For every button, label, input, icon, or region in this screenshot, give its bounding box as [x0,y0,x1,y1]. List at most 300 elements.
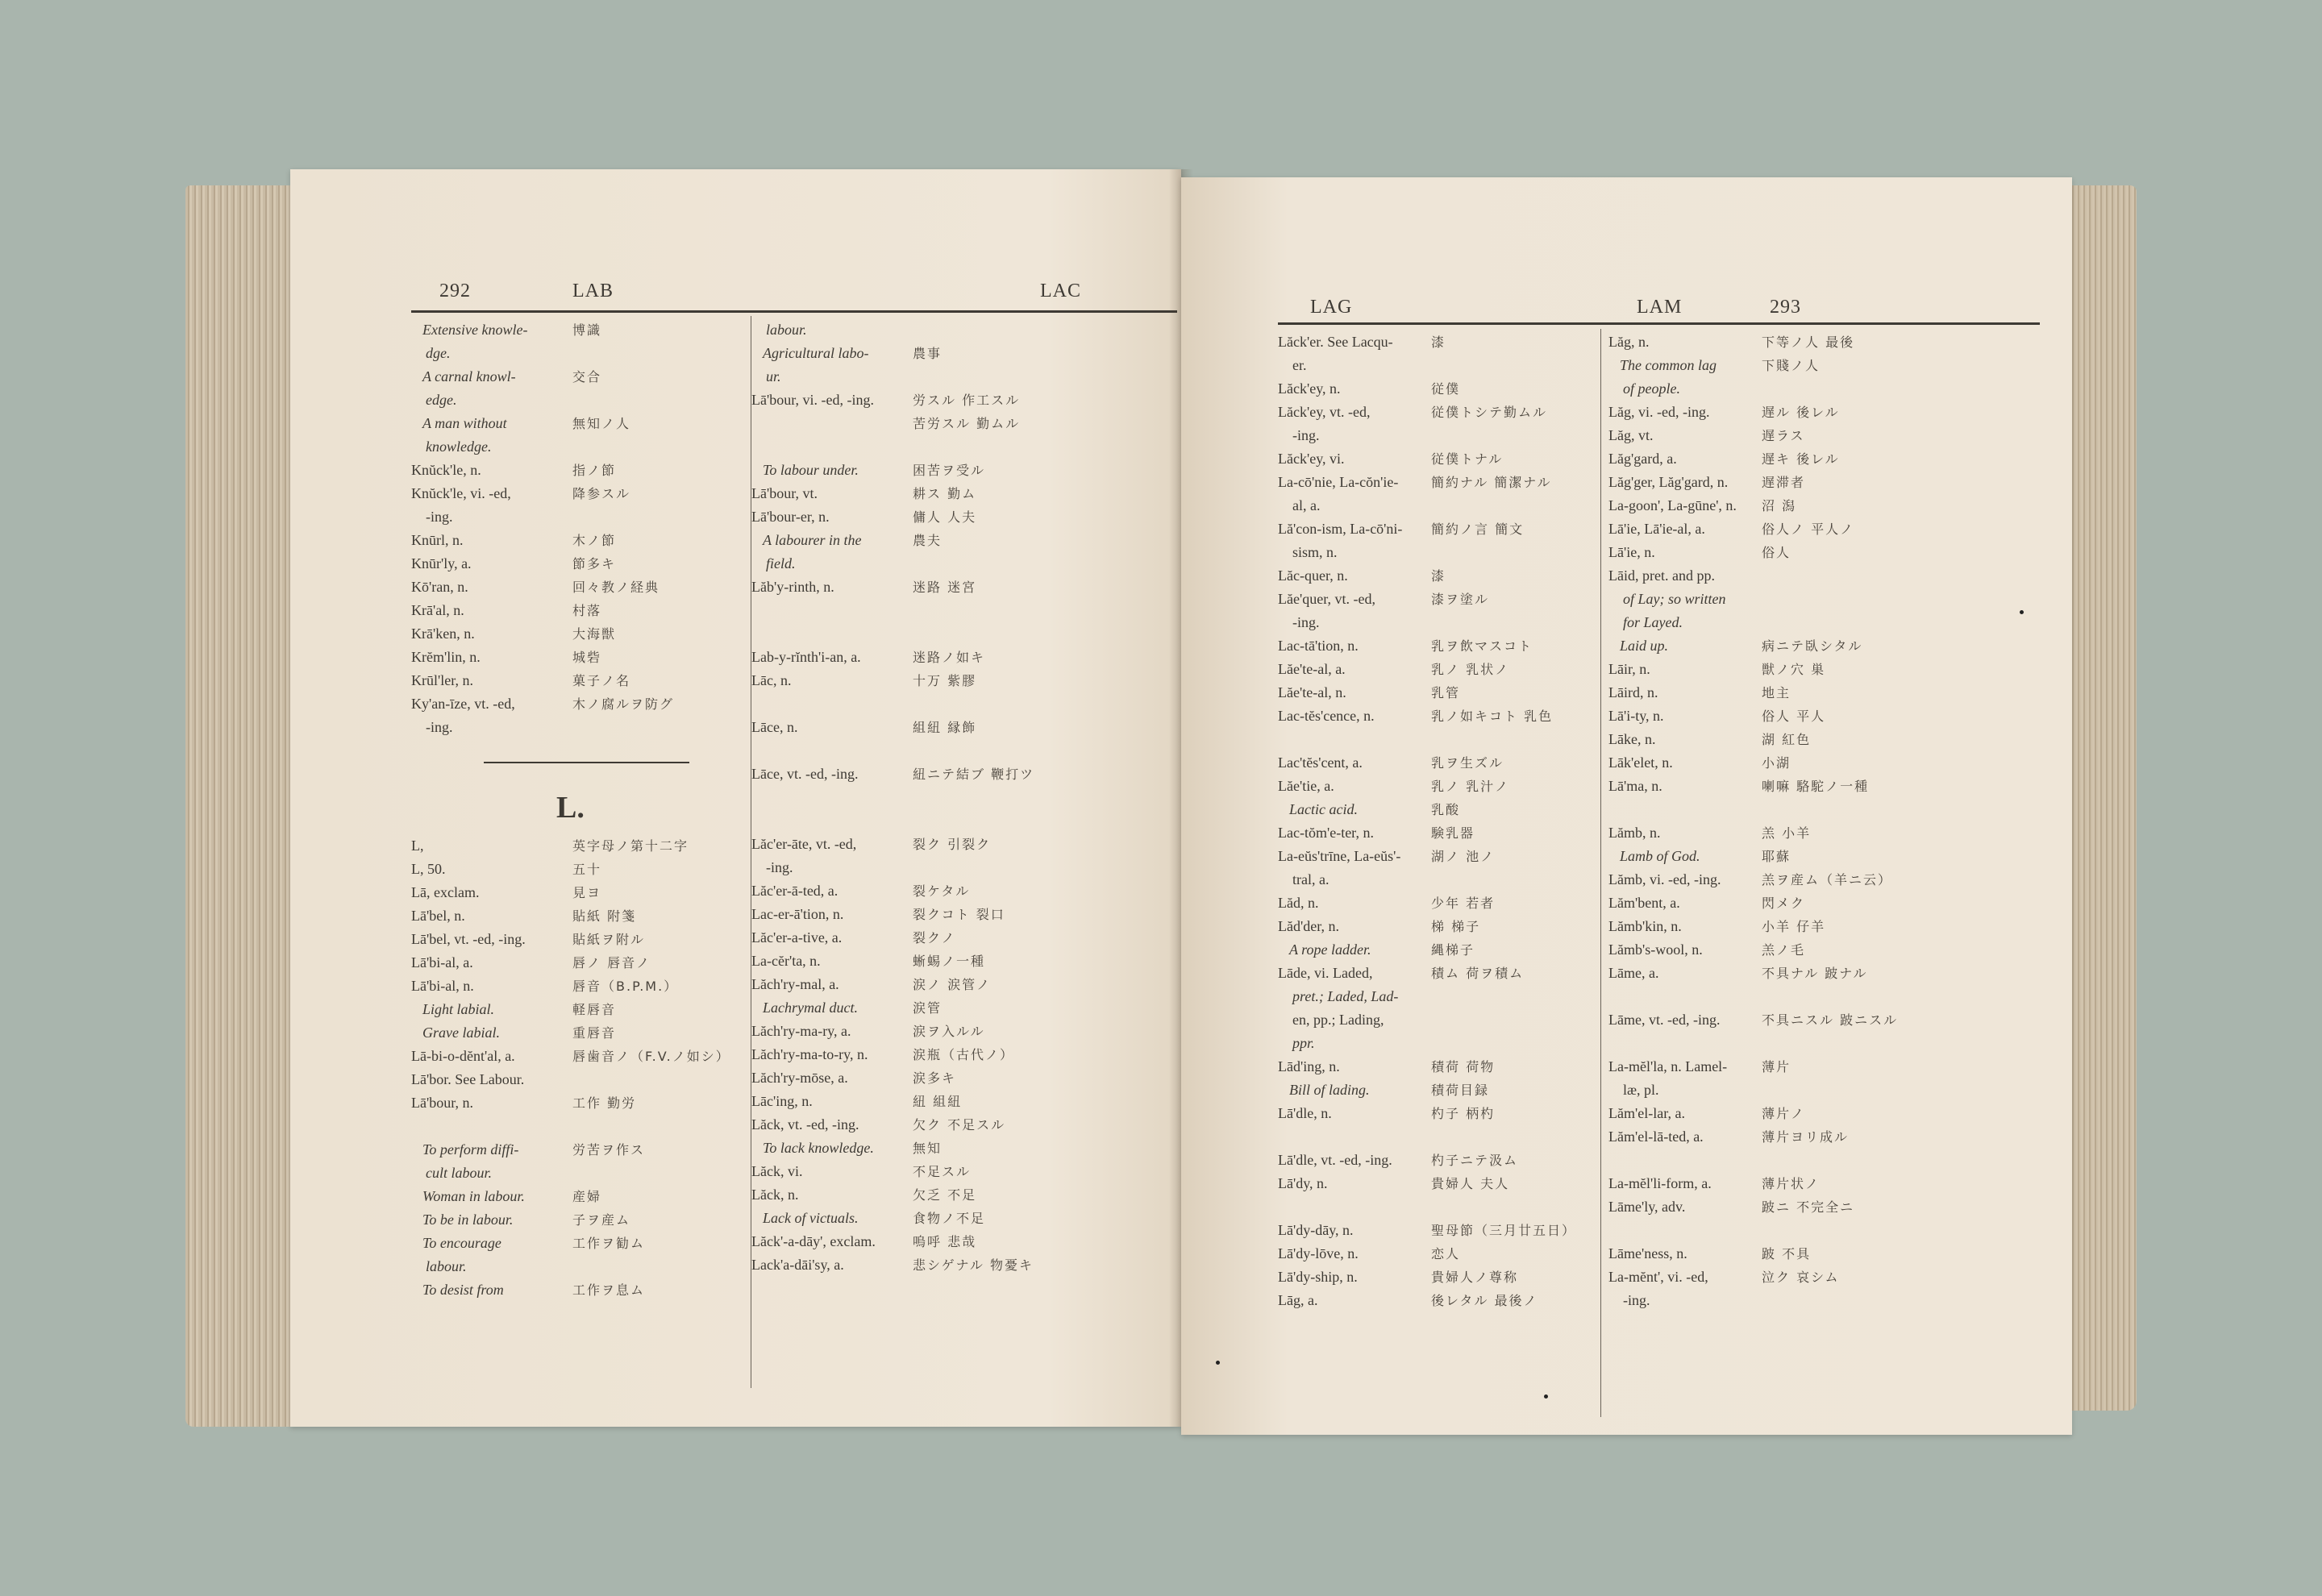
dictionary-entry [1278,1289,1596,1312]
dictionary-entry [751,342,1171,365]
entry-japanese-gloss: 後レタル 最後ノ [1431,1293,1538,1308]
entry-headword: Lă'con-ism, La-cō'ni- [1278,521,1403,537]
dictionary-entry [751,763,1171,786]
entry-headword: Lactic acid. [1289,801,1358,817]
entry-japanese-gloss: 涙ヲ入ルル [913,1024,985,1039]
dictionary-entry [411,505,742,529]
dictionary-entry [1608,938,2044,962]
entry-headword: Lămb, n. [1608,825,1661,841]
dictionary-entry [1608,1219,2044,1242]
dictionary-entry [411,1115,742,1138]
entry-headword: Lā'bour, vt. [751,485,818,501]
entry-headword: Lăg, vi. -ed, -ing. [1608,404,1710,420]
dictionary-entry [751,646,1171,669]
dictionary-entry [1278,821,1596,845]
entry-headword: Woman in labour. [422,1188,525,1204]
dictionary-entry [411,1045,742,1068]
entry-headword: Lāid, pret. and pp. [1608,567,1715,584]
dictionary-entry [1278,1219,1596,1242]
entry-headword: Lăm'bent, a. [1608,895,1680,911]
left-page-header [439,281,1165,308]
dictionary-entry [1608,1102,2044,1125]
entry-japanese-gloss: 紐 組紐 [913,1094,963,1109]
entry-japanese-gloss: 木ノ節 [572,533,617,548]
entry-headword: Lāc, n. [751,672,792,688]
dictionary-entry [411,576,742,599]
dictionary-entry [411,975,742,998]
dictionary-entry [1278,681,1596,704]
entry-headword: Knŭck'le, n. [411,462,481,478]
entry-japanese-gloss: 薄片 [1762,1059,1791,1074]
entry-headword: Lac-er-ā'tion, n. [751,906,844,922]
entry-japanese-gloss: 唇音（B.P.M.） [572,979,679,994]
dictionary-entry [751,1020,1171,1043]
entry-headword: Lămb, vi. -ed, -ing. [1608,871,1721,887]
entry-headword: Lăm'el-lā-ted, a. [1608,1128,1704,1145]
dictionary-entry [751,389,1171,412]
dictionary-entry [1608,985,2044,1008]
dictionary-entry [1278,424,1596,447]
entry-headword: Lā'bour, n. [411,1095,474,1111]
entry-headword: labour. [766,322,807,338]
entry-headword: en, pp.; Lading, [1292,1012,1384,1028]
left-column-2 [751,318,1171,1277]
entry-japanese-gloss: 博識 [572,322,602,338]
dictionary-entry [751,926,1171,950]
dictionary-entry [1278,1242,1596,1266]
entry-headword: Lăc-quer, n. [1278,567,1348,584]
entry-headword: ppr. [1292,1035,1315,1051]
dictionary-entry [411,1068,742,1091]
entry-headword: ur. [766,368,781,384]
entry-headword: -ing. [1292,614,1320,630]
dictionary-entry [751,1137,1171,1160]
entry-headword: Lād'ing, n. [1278,1058,1340,1074]
entry-headword: Lăck'-a-dāy', exclam. [751,1233,876,1249]
entry-headword: La-mĕnt', vi. -ed, [1608,1269,1708,1285]
entry-headword: To be in labour. [422,1212,514,1228]
entry-headword: Lăe'te-al, a. [1278,661,1346,677]
entry-japanese-gloss: 唇ノ 唇音ノ [572,955,651,970]
entry-japanese-gloss: 組紐 縁飾 [913,720,977,735]
dictionary-entry [1608,1032,2044,1055]
dictionary-entry [1608,798,2044,821]
entry-headword: knowledge. [426,438,492,455]
dictionary-entry [1608,915,2044,938]
entry-japanese-gloss: 貼紙 附箋 [572,908,637,924]
entry-japanese-gloss: 裂クコト 裂口 [913,907,1005,922]
dictionary-entry [751,809,1171,833]
entry-headword: Lā'dy-ship, n. [1278,1269,1358,1285]
entry-headword: Lăck, vi. [751,1163,803,1179]
dictionary-entry [411,669,742,692]
dictionary-entry [751,716,1171,739]
entry-japanese-gloss: 悲シゲナル 物憂キ [913,1257,1034,1273]
entry-headword: Lāce, n. [751,719,798,735]
dictionary-entry [1608,1079,2044,1102]
entry-headword: Lā'dle, n. [1278,1105,1332,1121]
entry-headword: Lā'bor. See Labour. [411,1071,525,1087]
dictionary-entry [1278,1102,1596,1125]
entry-headword: læ, pl. [1623,1082,1659,1098]
entry-japanese-gloss: 乳ノ 乳汁ノ [1431,779,1510,794]
dictionary-entry [411,904,742,928]
entry-headword: Lac-tā'tion, n. [1278,638,1359,654]
dictionary-entry [1278,962,1596,985]
entry-headword: of people. [1623,380,1680,397]
dictionary-entry [1608,517,2044,541]
dictionary-entry [411,1278,742,1302]
left-column-1 [411,318,742,739]
dictionary-entry [411,881,742,904]
entry-headword: Lā'bi-al, n. [411,978,474,994]
dictionary-entry [1608,447,2044,471]
entry-japanese-gloss: 積荷 荷物 [1431,1059,1496,1074]
entry-japanese-gloss: 杓子ニテ汲ム [1431,1153,1519,1168]
entry-headword: Lā'dy, n. [1278,1175,1328,1191]
right-column-2 [1608,330,2044,1312]
entry-japanese-gloss: 湖 紅色 [1762,732,1812,747]
entry-japanese-gloss: 子ヲ産ム [572,1212,631,1228]
dictionary-entry [1278,634,1596,658]
entry-headword: Knŭck'le, vi. -ed, [411,485,511,501]
dictionary-entry [411,389,742,412]
dictionary-entry [411,318,742,342]
entry-japanese-gloss: 簡約ナル 簡潔ナル [1431,475,1552,490]
entry-headword: Lăch'ry-mal, a. [751,976,839,992]
entry-headword: tral, a. [1292,871,1330,887]
entry-japanese-gloss: 涙管 [913,1000,943,1016]
entry-japanese-gloss: 跛ニ 不完全ニ [1762,1199,1855,1215]
entry-headword: Agricultural labo- [763,345,869,361]
entry-headword: Lăck'er. See Lacqu- [1278,334,1393,350]
dictionary-entry [411,1021,742,1045]
entry-headword: -ing. [1292,427,1320,443]
dictionary-entry [1608,354,2044,377]
dictionary-entry [751,1230,1171,1253]
dictionary-entry [1608,845,2044,868]
dictionary-entry [1608,681,2044,704]
entry-headword: Lăck'ey, vi. [1278,451,1345,467]
dictionary-entry [1608,1289,2044,1312]
entry-headword: er. [1292,357,1307,373]
entry-japanese-gloss: 下賤ノ人 [1762,358,1821,373]
book-left-page-edges [185,185,298,1427]
dictionary-entry [411,1208,742,1232]
dictionary-entry [411,365,742,389]
dictionary-entry [1608,494,2044,517]
dictionary-entry [751,856,1171,879]
entry-japanese-gloss: 唇歯音ノ（F.V.ノ如シ） [572,1049,730,1064]
entry-japanese-gloss: 薄片ノ [1762,1106,1806,1121]
dictionary-entry [751,552,1171,576]
entry-japanese-gloss: 従僕トシテ勤ムル [1431,405,1548,420]
entry-japanese-gloss: 下等ノ人 最後 [1762,335,1855,350]
entry-headword: Lā'ma, n. [1608,778,1662,794]
entry-headword: Lāird, n. [1608,684,1658,700]
entry-japanese-gloss: 泣ク 哀シム [1762,1270,1840,1285]
dictionary-entry [411,1091,742,1115]
entry-headword: Light labial. [422,1001,495,1017]
entry-headword: To desist from [422,1282,504,1298]
dictionary-entry [751,950,1171,973]
dictionary-entry [1278,330,1596,354]
entry-headword: Krūl'ler, n. [411,672,474,688]
dictionary-entry [1278,915,1596,938]
dictionary-entry [1278,1172,1596,1195]
entry-headword: dge. [426,345,451,361]
section-separator [484,762,689,763]
entry-japanese-gloss: 乳ヲ生ズル [1431,755,1504,771]
entry-japanese-gloss: 十万 紫膠 [913,673,977,688]
entry-headword: Lā'i-ty, n. [1608,708,1664,724]
entry-headword: Lā'ie, n. [1608,544,1655,560]
dictionary-entry [411,928,742,951]
dictionary-entry [1278,845,1596,868]
entry-headword: al, a. [1292,497,1321,513]
dictionary-entry [751,482,1171,505]
right-column-1 [1278,330,1596,1312]
dictionary-entry [411,1138,742,1162]
dictionary-entry [1608,634,2044,658]
dictionary-entry [1278,564,1596,588]
dictionary-entry [751,669,1171,692]
entry-headword: Lab-y-rĭnth'i-an, a. [751,649,861,665]
entry-japanese-gloss: 降参スル [572,486,631,501]
entry-japanese-gloss: 薄片状ノ [1762,1176,1821,1191]
dictionary-entry [411,646,742,669]
entry-japanese-gloss: 涙多キ [913,1070,957,1086]
entry-japanese-gloss: 欠ク 不足スル [913,1117,1006,1133]
entry-japanese-gloss: 農夫 [913,533,943,548]
entry-japanese-gloss: 英字母ノ第十二字 [572,838,689,854]
dictionary-entry [1608,330,2044,354]
dictionary-entry [751,739,1171,763]
entry-japanese-gloss: 無知ノ人 [572,416,631,431]
dictionary-entry [1278,775,1596,798]
entry-japanese-gloss: 涙ノ 涙管ノ [913,977,992,992]
dictionary-entry [1608,1055,2044,1079]
entry-japanese-gloss: 閃メク [1762,896,1806,911]
entry-japanese-gloss: 裂クノ [913,930,956,946]
entry-headword: L, 50. [411,861,446,877]
entry-japanese-gloss: 験乳器 [1431,825,1475,841]
entry-headword: L, [411,837,424,854]
left-column-1-section-l [411,834,742,1302]
dictionary-entry [751,786,1171,809]
entry-headword: Lăg, vt. [1608,427,1654,443]
entry-japanese-gloss: 大海獣 [572,626,617,642]
entry-japanese-gloss: 漆 [1431,335,1446,350]
dictionary-entry [1278,377,1596,401]
dictionary-entry [411,599,742,622]
entry-headword: Lāir, n. [1608,661,1650,677]
entry-japanese-gloss: 乳酸 [1431,802,1461,817]
entry-japanese-gloss: 嗚呼 悲哉 [913,1234,977,1249]
entry-headword: Bill of lading. [1289,1082,1370,1098]
entry-japanese-gloss: 喇嘛 駱駝ノ一種 [1762,779,1870,794]
dictionary-entry [751,459,1171,482]
dictionary-entry [751,1207,1171,1230]
entry-headword: La-goon', La-gūne', n. [1608,497,1737,513]
entry-japanese-gloss: 地主 [1762,685,1791,700]
entry-headword: -ing. [1623,1292,1650,1308]
entry-japanese-gloss: 跛 不具 [1762,1246,1812,1261]
dictionary-entry [751,903,1171,926]
entry-japanese-gloss: 貼紙ヲ附ル [572,932,646,947]
entry-headword: Lā'bel, n. [411,908,465,924]
ink-speck [1216,1361,1220,1365]
dictionary-entry [751,505,1171,529]
entry-headword: Lā'dy-lōve, n. [1278,1245,1359,1261]
entry-japanese-gloss: 欠乏 不足 [913,1187,977,1203]
entry-japanese-gloss: 簡約ノ言 簡文 [1431,522,1525,537]
entry-headword: Lā'dy-dāy, n. [1278,1222,1354,1238]
dictionary-entry [751,996,1171,1020]
entry-headword: Lāme'ness, n. [1608,1245,1687,1261]
dictionary-entry [751,879,1171,903]
entry-headword: Ky'an-īze, vt. -ed, [411,696,515,712]
dictionary-entry [1278,1125,1596,1149]
dictionary-entry [1608,588,2044,611]
entry-headword: La-mĕl'la, n. Lamel- [1608,1058,1728,1074]
entry-japanese-gloss: 俗人 平人 [1762,709,1826,724]
entry-headword: Lăc'er-ā-ted, a. [751,883,838,899]
entry-headword: Lăck'ey, vt. -ed, [1278,404,1371,420]
entry-headword: Lāke, n. [1608,731,1656,747]
entry-japanese-gloss: 迷路 迷宮 [913,580,977,595]
dictionary-entry [1278,354,1596,377]
dictionary-entry [411,342,742,365]
entry-headword: Lăe'quer, vt. -ed, [1278,591,1375,607]
entry-headword: Lăch'ry-ma-to-ry, n. [751,1046,868,1062]
dictionary-entry [1278,938,1596,962]
dictionary-entry [751,1160,1171,1183]
dictionary-entry [1608,1125,2044,1149]
dictionary-entry [1278,611,1596,634]
entry-japanese-gloss: 交合 [572,369,602,384]
entry-headword: Lăd'der, n. [1278,918,1339,934]
dictionary-entry [751,973,1171,996]
dictionary-entry [751,365,1171,389]
dictionary-entry [1278,728,1596,751]
entry-japanese-gloss: 重唇音 [572,1025,617,1041]
entry-headword: To lack knowledge. [763,1140,874,1156]
right-page-header [1310,297,2036,324]
entry-headword: pret.; Laded, Lad- [1292,988,1399,1004]
dictionary-entry [1608,1008,2044,1032]
entry-japanese-gloss: 遅ル 後レル [1762,405,1840,420]
entry-headword: Lămb's-wool, n. [1608,941,1703,958]
entry-japanese-gloss: 迷路ノ如キ [913,650,986,665]
entry-headword: -ing. [426,509,453,525]
entry-headword: edge. [426,392,457,408]
dictionary-entry [1608,1266,2044,1289]
entry-headword: of Lay; so written [1623,591,1726,607]
entry-headword: A labourer in the [763,532,862,548]
guide-word-left: LAG [1310,297,1353,318]
entry-japanese-gloss: 菓子ノ名 [572,673,631,688]
entry-headword: Lăc'er-a-tive, a. [751,929,843,946]
entry-headword: -ing. [766,859,793,875]
entry-headword: Krā'al, n. [411,602,464,618]
entry-japanese-gloss: 食物ノ不足 [913,1211,986,1226]
dictionary-entry [411,1255,742,1278]
entry-japanese-gloss: 産婦 [572,1189,602,1204]
entry-headword: Lac-tĕs'cence, n. [1278,708,1375,724]
dictionary-entry [1608,868,2044,892]
dictionary-entry [751,1090,1171,1113]
dictionary-entry [1608,658,2044,681]
book-right-page-edges [2064,185,2137,1411]
entry-headword: To labour under. [763,462,859,478]
entry-headword: Krĕm'lin, n. [411,649,481,665]
dictionary-entry [751,576,1171,599]
entry-headword: Lāme'ly, adv. [1608,1199,1686,1215]
entry-headword: Extensive knowle- [422,322,528,338]
entry-headword: Lac'tĕs'cent, a. [1278,754,1363,771]
entry-headword: field. [766,555,796,571]
entry-headword: Knūrl, n. [411,532,464,548]
entry-japanese-gloss: 沼 潟 [1762,498,1797,513]
entry-japanese-gloss: 回々教ノ経典 [572,580,660,595]
dictionary-entry [751,1183,1171,1207]
entry-japanese-gloss: 耕ス 勤ム [913,486,977,501]
entry-headword: To encourage [422,1235,501,1251]
dictionary-entry [1608,962,2044,985]
dictionary-entry [1278,868,1596,892]
entry-headword: La-cĕr'ta, n. [751,953,821,969]
entry-headword: Laid up. [1620,638,1669,654]
dictionary-entry [1278,1149,1596,1172]
entry-headword: Lăg, n. [1608,334,1650,350]
dictionary-entry [411,998,742,1021]
dictionary-entry [1278,658,1596,681]
entry-japanese-gloss: 獣ノ穴 巣 [1762,662,1826,677]
entry-headword: Lăe'tie, a. [1278,778,1334,794]
entry-japanese-gloss: 労苦ヲ作ス [572,1142,646,1158]
entry-japanese-gloss: 遅滞者 [1762,475,1806,490]
dictionary-entry [1278,751,1596,775]
entry-japanese-gloss: 俗人ノ 平人ノ [1762,522,1855,537]
entry-japanese-gloss: 小湖 [1762,755,1791,771]
entry-japanese-gloss: 羔ノ毛 [1762,942,1806,958]
entry-japanese-gloss: 縄梯子 [1431,942,1475,958]
dictionary-entry [1608,728,2044,751]
entry-headword: Lăch'ry-ma-ry, a. [751,1023,851,1039]
dictionary-entry [1278,447,1596,471]
entry-japanese-gloss: 涙瓶（古代ノ） [913,1047,1015,1062]
entry-japanese-gloss: 聖母節（三月廿五日） [1431,1223,1577,1238]
dictionary-entry [1608,1242,2044,1266]
entry-japanese-gloss: 紐ニテ結ブ 鞭打ツ [913,767,1035,782]
entry-japanese-gloss: 耶蘇 [1762,849,1791,864]
entry-japanese-gloss: 五十 [572,862,602,877]
dictionary-entry [1278,1266,1596,1289]
entry-headword: Lac-tŏm'e-ter, n. [1278,825,1374,841]
entry-japanese-gloss: 工作 勤労 [572,1095,637,1111]
entry-headword: Lăe'te-al, n. [1278,684,1346,700]
entry-japanese-gloss: 農事 [913,346,943,361]
entry-headword: Lā'bel, vt. -ed, -ing. [411,931,526,947]
entry-headword: Lāk'elet, n. [1608,754,1673,771]
entry-headword: Lā-bi-o-dĕnt'al, a. [411,1048,515,1064]
entry-headword: Lā'bi-al, a. [411,954,473,970]
entry-japanese-gloss: 工作ヲ勧ム [572,1236,646,1251]
entry-headword: Lā'bour-er, n. [751,509,830,525]
page-number: 292 [439,281,471,301]
dictionary-entry [1278,1195,1596,1219]
